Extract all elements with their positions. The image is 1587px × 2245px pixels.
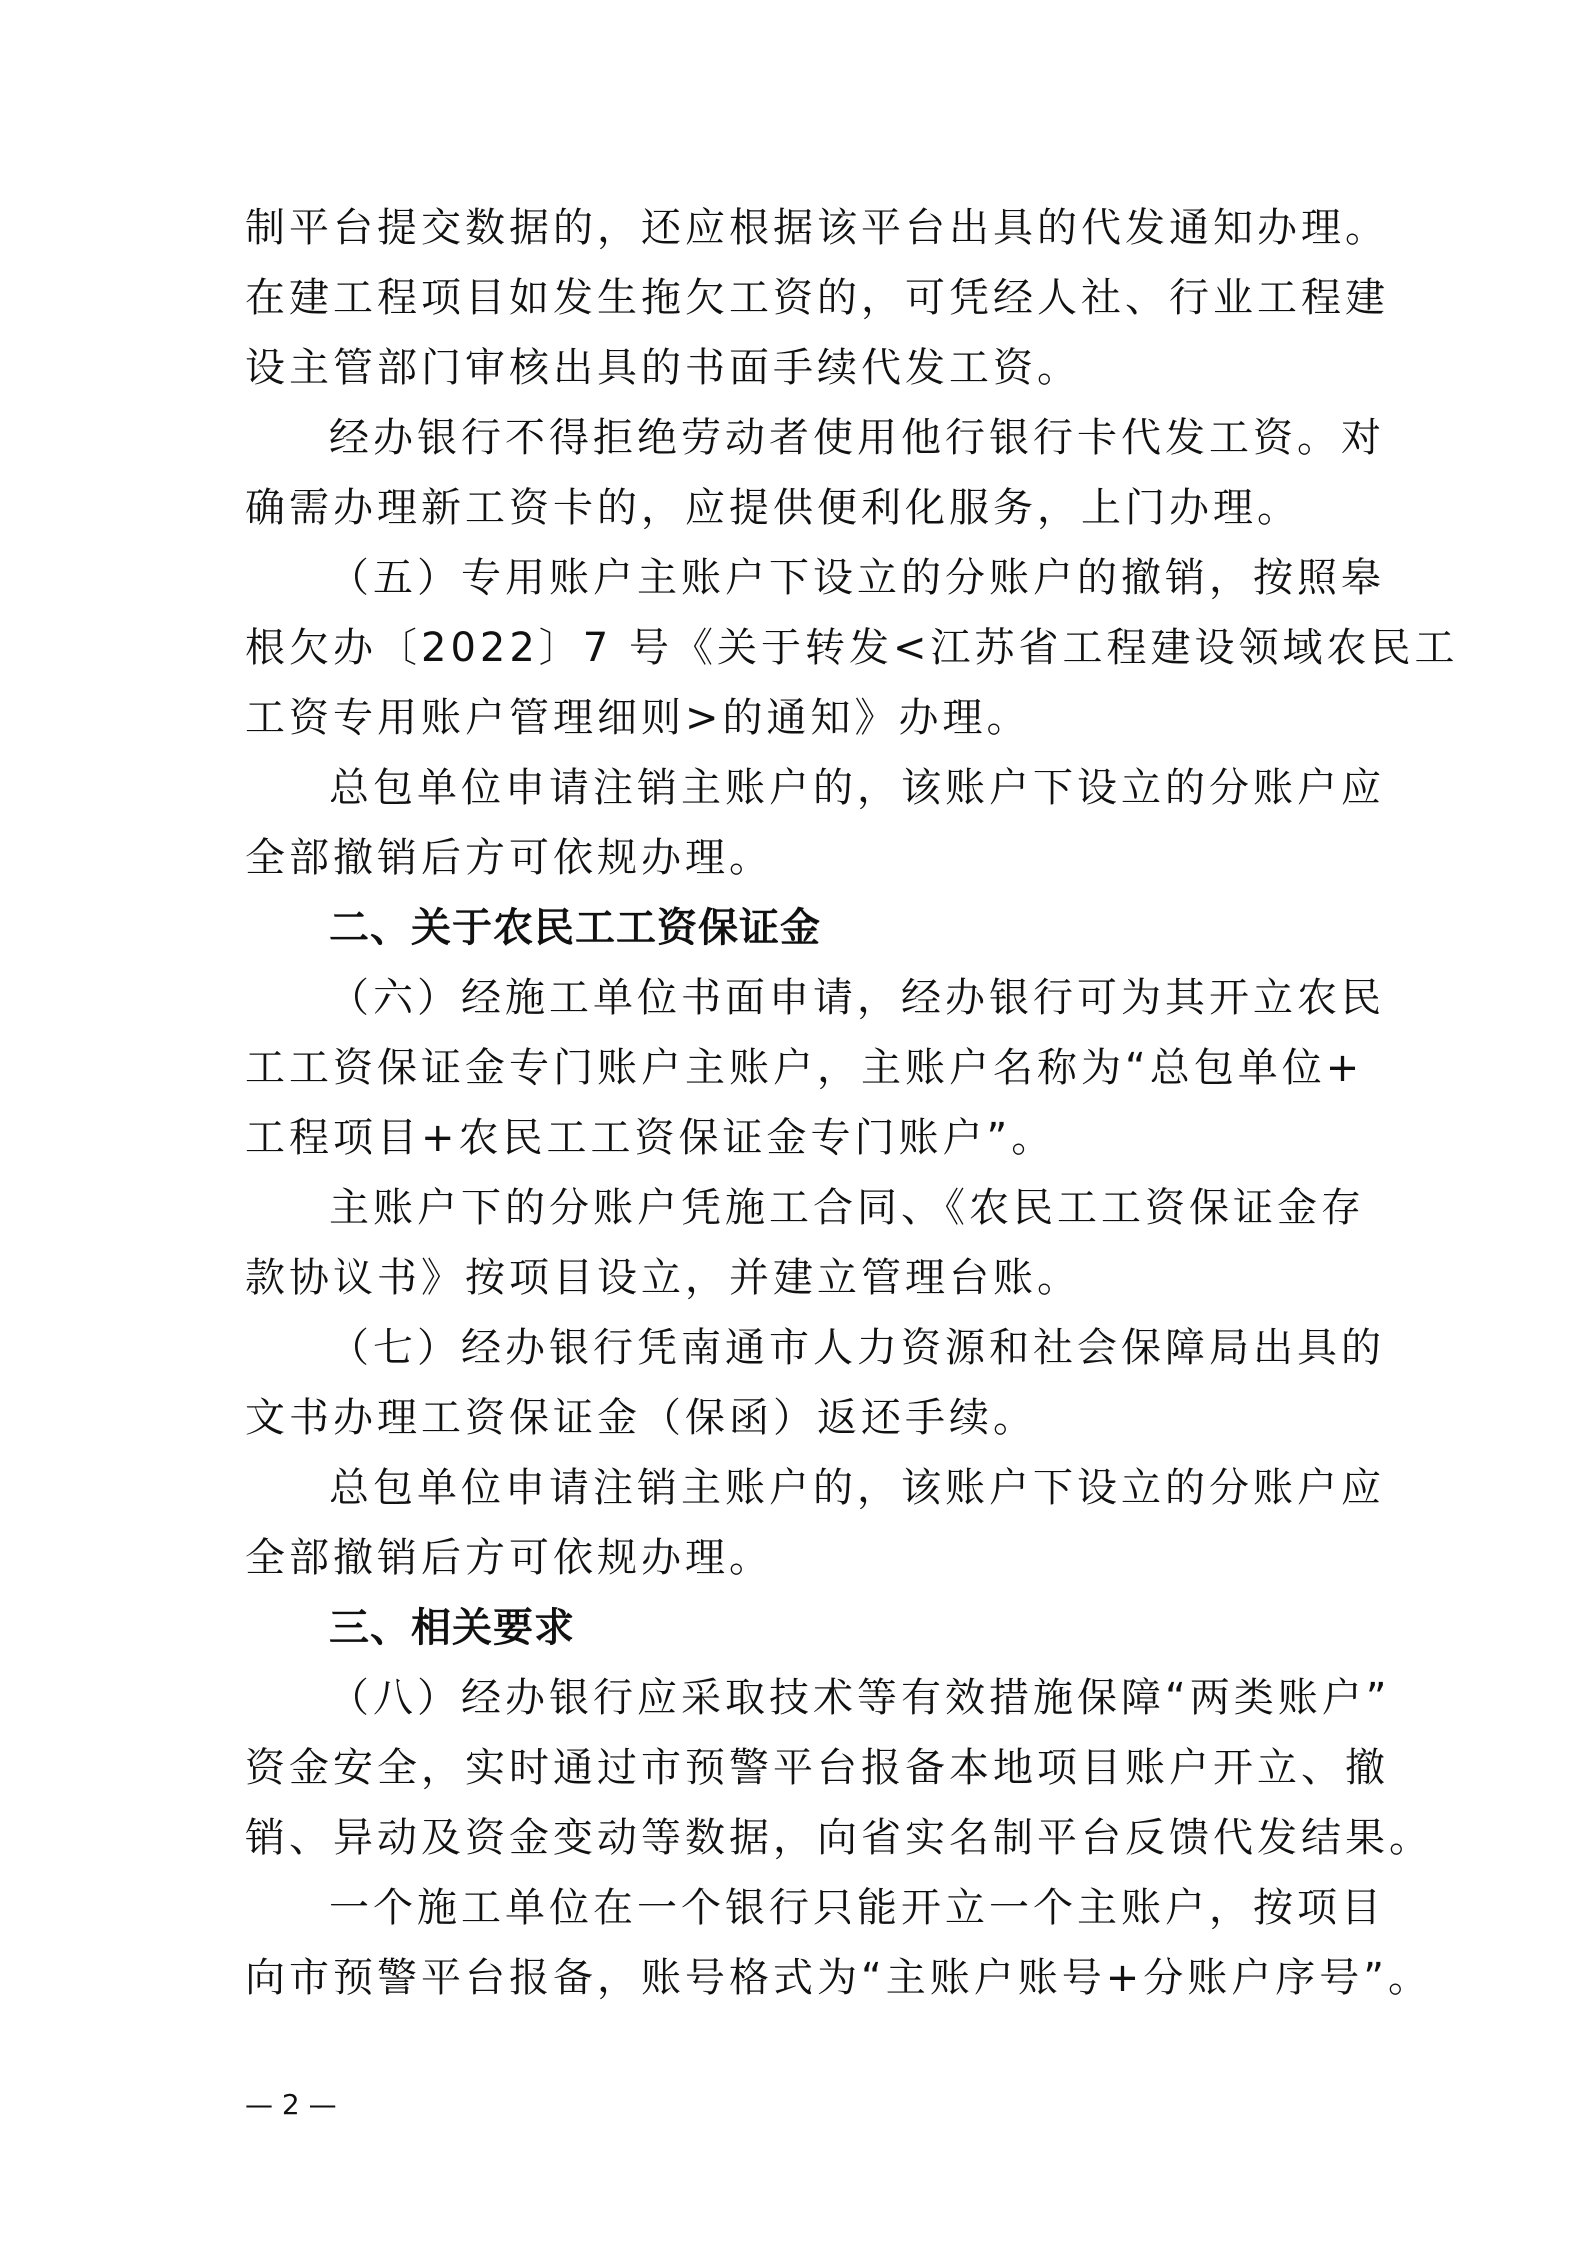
paragraph-line: 一个施工单位在一个银行只能开立一个主账户，按项目 xyxy=(329,1885,1385,1931)
paragraph-line: 确需办理新工资卡的，应提供便利化服务，上门办理。 xyxy=(245,485,1301,531)
paragraph-line: （六）经施工单位书面申请，经办银行可为其开立农民 xyxy=(329,975,1385,1021)
paragraph-line: 制平台提交数据的，还应根据该平台出具的代发通知办理。 xyxy=(245,205,1389,251)
paragraph-line: 款协议书》按项目设立，并建立管理台账。 xyxy=(245,1255,1081,1301)
paragraph-line: 工程项目+农民工工资保证金专门账户”。 xyxy=(245,1115,1056,1161)
paragraph-line: 资金安全，实时通过市预警平台报备本地项目账户开立、撤 xyxy=(245,1745,1389,1791)
section-heading: 三、相关要求 xyxy=(329,1605,575,1651)
paragraph-line: 总包单位申请注销主账户的，该账户下设立的分账户应 xyxy=(329,765,1385,811)
paragraph-line: 设主管部门审核出具的书面手续代发工资。 xyxy=(245,345,1081,391)
paragraph-line: 在建工程项目如发生拖欠工资的，可凭经人社、行业工程建 xyxy=(245,275,1389,321)
paragraph-line: 工工资保证金专门账户主账户，主账户名称为“总包单位+ xyxy=(245,1045,1364,1091)
section-heading: 二、关于农民工工资保证金 xyxy=(329,905,821,951)
paragraph-line: 工资专用账户管理细则>的通知》办理。 xyxy=(245,695,1031,741)
paragraph-line: （七）经办银行凭南通市人力资源和社会保障局出具的 xyxy=(329,1325,1385,1371)
paragraph-line: 总包单位申请注销主账户的，该账户下设立的分账户应 xyxy=(329,1465,1385,1511)
paragraph-line: 全部撤销后方可依规办理。 xyxy=(245,835,773,881)
paragraph-line: 全部撤销后方可依规办理。 xyxy=(245,1535,773,1581)
paragraph-line: 销、异动及资金变动等数据，向省实名制平台反馈代发结果。 xyxy=(245,1815,1433,1861)
paragraph-line: 文书办理工资保证金（保函）返还手续。 xyxy=(245,1395,1037,1441)
paragraph-line: 经办银行不得拒绝劳动者使用他行银行卡代发工资。对 xyxy=(329,415,1385,461)
paragraph-line: 主账户下的分账户凭施工合同、《农民工工资保证金存 xyxy=(329,1185,1365,1231)
paragraph-line: 向市预警平台报备，账号格式为“主账户账号+分账户序号”。 xyxy=(245,1955,1432,2001)
paragraph-line: （五）专用账户主账户下设立的分账户的撤销，按照皋 xyxy=(329,555,1385,601)
page-number: — 2 — xyxy=(245,2088,337,2121)
paragraph-line: 根欠办〔2022〕7 号《关于转发<江苏省工程建设领域农民工 xyxy=(245,625,1459,671)
paragraph-line: （八）经办银行应采取技术等有效措施保障“两类账户” xyxy=(329,1675,1391,1721)
